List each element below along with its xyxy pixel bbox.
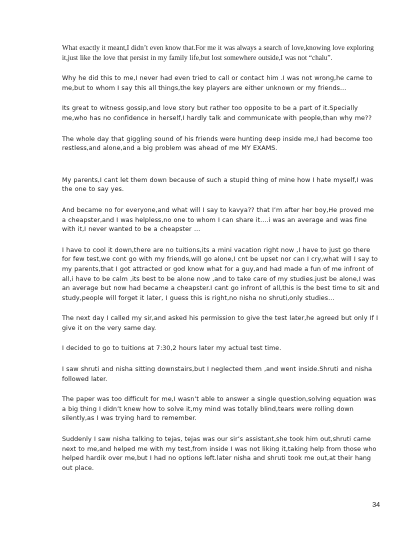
paragraph-1: What exactly it meant,I didn’t even know that.For me it was always a search of love,knowing love exploring it,just like the love that persist in my family life,but lost somewhere outside,I was not “chalu”. xyxy=(62,44,374,62)
paragraph-9: I decided to go to tuitions at 7:30,2 hours later my actual test time. xyxy=(62,345,282,353)
paragraph-5: My parents,I cant let them down because of such a stupid thing of mine how I hate myself,I was the one to say yes. xyxy=(62,176,374,194)
paragraph-2: Why he did this to me,I never had even tried to call or contact him .I was not wrong,he came to me,but to whom I say this all things,the key players are either unknown or my friends… xyxy=(62,75,373,92)
paragraph-3: Its great to witness gossip,and love story but rather too opposite to be a part of it.Specially me,who has no confidence in herself,I hardly talk and communicate with people,than why me?? xyxy=(62,105,372,122)
page-number: 34 xyxy=(372,502,380,509)
paragraph-12: Suddenly I saw nisha talking to tejas, tejas was our sir’s assistant,she took him out,shruti came next to me,and helped me with my test,from inside I was not liking it,taking help from those who helped hardik over me,but I had no options left.later nisha and shruti took me out,at their hang out place. xyxy=(62,436,377,472)
paragraph-10: I saw shruti and nisha sitting downstairs,but I neglected them ,and went inside.Shruti and nisha followed later. xyxy=(62,366,373,383)
paragraph-11: The paper was too difficult for me,I wasn’t able to answer a single question,solving equation was a big thing I didn’t knew how to solve it,my mind was totally blind,tears were rolling down silently,as I was trying hard to remember. xyxy=(62,396,376,423)
paragraph-4: The whole day that giggling sound of his friends were hunting deep inside me,I had become too restless,and alone,and a big problem was ahead of me MY EXAMS. xyxy=(62,135,373,153)
paragraph-7: I have to cool it down,there are no tuitions,its a mini vacation right now ,I have to just go there for few test,we cont go with my friends,will go alone,I cnt be upset nor can I cry,what will I say to my parents,that I got attracted or god know what for a guy,and had made a fun of me infront of all,i have to be calm ,its best to be alone now ,and to take care of my studies.just be alone,I was an average but now had became a cheapster.I cant go infront of all,this is the best time to sit and study,people will forget it later, I guess this is right,no nisha no shruti,only studies… xyxy=(62,246,380,302)
paragraph-8: The next day I called my sir,and asked his permission to give the test later,he agreed but only If I give it on the very same day. xyxy=(62,315,379,332)
paragraph-6: And became no for everyone,and what will I say to kavya?? that I’m after her boy,He proved me a cheapster,and I was helpless,no one to whom I can share it….i was an average and was fine with it,I never wanted to be a cheapster … xyxy=(62,206,374,234)
